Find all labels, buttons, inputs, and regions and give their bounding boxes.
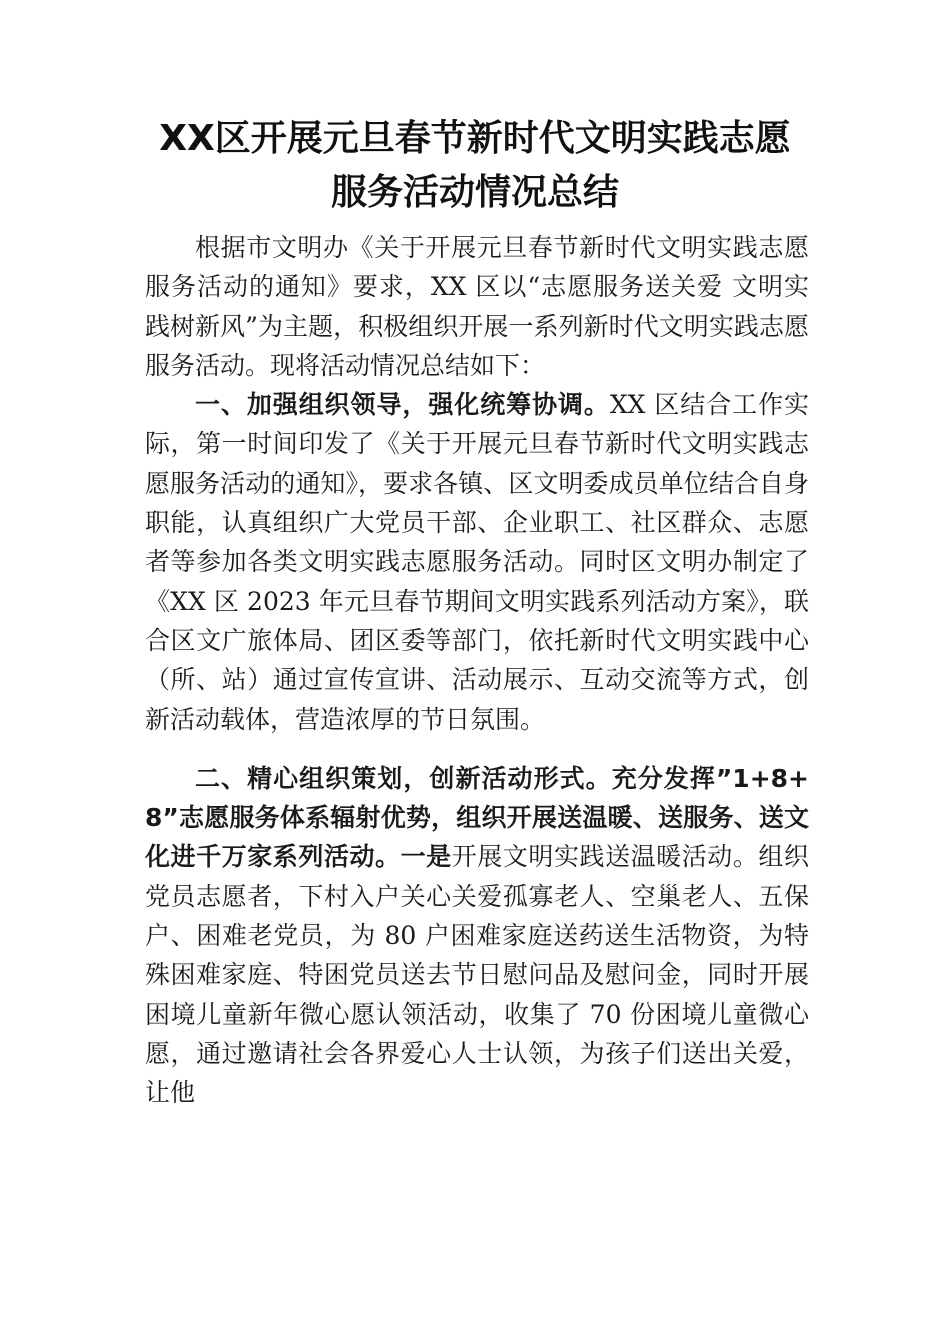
intro-paragraph: 根据市文明办《关于开展元旦春节新时代文明实践志愿服务活动的通知》要求，XX 区以“志愿服务送关爱 文明实践树新风”为主题，积极组织开展一系列新时代文明实践志愿服务活动。现将活动情况总结如下： [145,233,809,380]
section-two-point-label: 一是 [400,842,452,872]
section-one-body: XX 区结合工作实际，第一时间印发了《关于开展元旦春节新时代文明实践志愿服务活动的通知》，要求各镇、区文明委成员单位结合自身职能，认真组织广大党员干部、企业职工、社区群众、志愿者等参加各类文明实践志愿服务活动。同时区文明办制定了《XX 区 2023 年元旦春节期间文明实践系列活动方案》，联合区文广旅体局、团区委等部门，依托新时代文明实践中心（所、站）通过宣传宣讲、活动展示、互动交流等方式，创新活动载体，营造浓厚的节日氛围。 [145,390,809,734]
section-two-paragraph [145,759,809,1113]
section-two-body: 开展文明实践送温暖活动。组织党员志愿者，下村入户关心关爱孤寡老人、空巢老人、五保户、困难老党员，为 80 户困难家庭送药送生活物资，为特殊困难家庭、特困党员送去节日慰问品及慰问金，同时开展困境儿童新年微心愿认领活动，收集了 70 份困境儿童微心愿，通过邀请社会各界爱心人士认领，为孩子们送出关爱，让他 [145,842,809,1108]
document-body [145,228,809,1113]
section-two-heading: 二、精心组织策划，创新活动形式。充分发挥”1+8+8”志愿服务体系辐射优势，组织开展送温暖、送服务、送文化进千万家系列活动。 [145,763,809,872]
section-one-heading: 一、加强组织领导，强化统筹协调。 [195,390,610,420]
document-title: XX区开展元旦春节新时代文明实践志愿服务活动情况总结 [159,118,791,213]
section-one-paragraph [145,385,809,739]
